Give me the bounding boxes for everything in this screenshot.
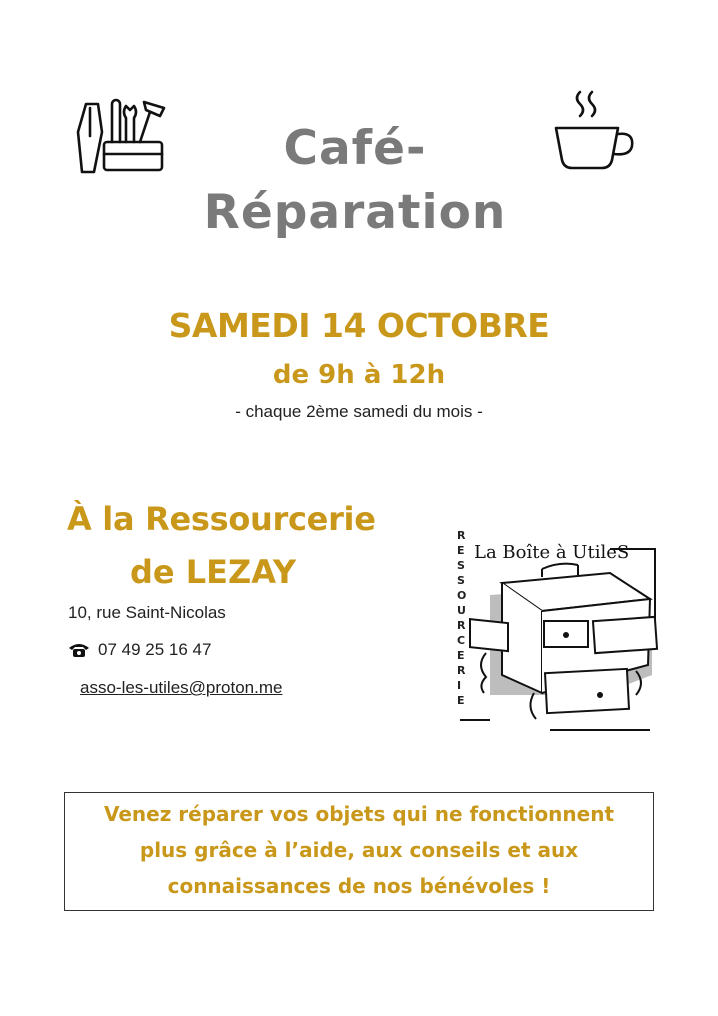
street-address: 10, rue Saint-Nicolas [68, 603, 226, 622]
message-line-3: connaissances de nos bénévoles ! [167, 874, 551, 898]
coffee-cup-icon [552, 88, 638, 179]
logo-side-letter: U [457, 604, 466, 617]
call-to-action-box [64, 792, 654, 911]
phone-number: 07 49 25 16 47 [98, 640, 212, 659]
event-title [150, 117, 560, 245]
logo-side-letter: R [457, 619, 466, 632]
logo-side-letter: E [457, 649, 465, 662]
email-link[interactable]: asso-les-utiles@proton.me [80, 678, 283, 697]
ressourcerie-logo [450, 525, 662, 733]
logo-side-letter: R [457, 529, 466, 542]
logo-side-letter: S [457, 559, 465, 572]
message-line-2: plus grâce à l’aide, aux conseils et aux [139, 838, 579, 862]
event-hours: de 9h à 12h [272, 360, 446, 390]
phone-row [68, 640, 211, 660]
event-frequency: - chaque 2ème samedi du mois - [235, 402, 483, 421]
logo-side-letter: I [457, 679, 462, 692]
message-line-1: Venez réparer vos objets qui ne fonctionnent [103, 802, 615, 826]
title-line-1: Café- [283, 121, 427, 176]
logo-side-letter: E [457, 544, 465, 557]
logo-side-letter: S [457, 574, 465, 587]
venue-line-2: de LEZAY [130, 553, 297, 591]
logo-side-letter: O [457, 589, 467, 602]
event-date: SAMEDI 14 OCTOBRE [168, 306, 550, 345]
phone-icon [68, 642, 90, 658]
logo-side-letter: C [457, 634, 466, 647]
venue-line-1: À la Ressourcerie [67, 500, 376, 538]
logo-side-letter: E [457, 694, 465, 707]
title-line-2: Réparation [203, 185, 507, 240]
logo-side-letter: R [457, 664, 466, 677]
logo-brand: La Boîte à UtileS [474, 542, 630, 563]
